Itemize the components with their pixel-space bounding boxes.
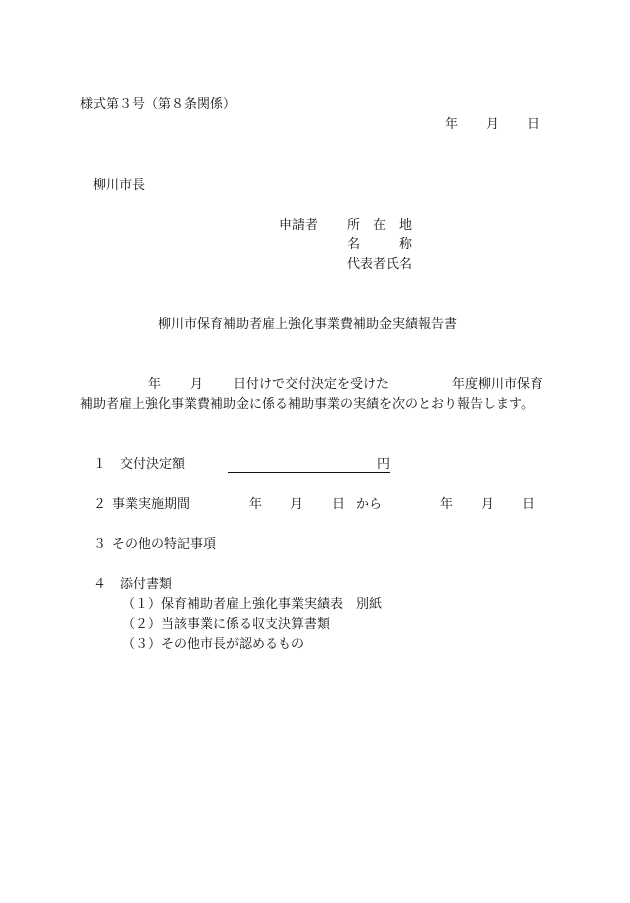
period-start-year: 年 [249,497,263,512]
attachment-item: （１）保育補助者雇上強化事業実績表 別紙 [122,597,383,612]
attachment-item: （３）その他市長が認めるもの [122,637,305,652]
item1-number: １ [93,457,107,472]
date-day: 日 [527,117,541,132]
grant-amount-blank [228,472,390,473]
name-label: 名 称 [347,237,413,252]
body-year: 年 [148,377,162,392]
period-from: から [356,497,383,512]
item2-label: 事業実施期間 [112,497,191,512]
date-month: 月 [486,117,500,132]
item3-label: その他の特記事項 [112,537,217,552]
body-month: 月 [190,377,204,392]
item4-label: 添付書類 [120,577,173,592]
document-title: 柳川市保育補助者雇上強化事業費補助金実績報告書 [158,317,458,332]
date-year: 年 [445,117,459,132]
item1-label: 交付決定額 [120,457,186,472]
item4-number: ４ [93,577,107,592]
period-end-month: 月 [481,497,495,512]
representative-label: 代表者氏名 [347,257,413,272]
body-fiscal-year: 年度柳川市保育 [452,377,544,392]
address-label: 所 在 地 [347,218,413,233]
form-number: 様式第３号（第８条関係） [80,97,237,112]
body-line-2: 補助者雇上強化事業費補助金に係る補助事業の実績を次のとおり報告します。 [80,397,534,412]
period-end-year: 年 [440,497,454,512]
attachment-item: （２）当該事業に係る収支決算書類 [122,617,331,632]
body-date-suffix: 日付けで交付決定を受けた [233,377,390,392]
period-start-month: 月 [290,497,304,512]
item2-number: ２ [93,497,107,512]
addressee: 柳川市長 [93,178,146,193]
applicant-label: 申請者 [279,218,319,233]
period-start-day: 日 [332,497,346,512]
period-end-day: 日 [522,497,536,512]
item1-unit: 円 [377,457,391,472]
item3-number: ３ [93,537,107,552]
